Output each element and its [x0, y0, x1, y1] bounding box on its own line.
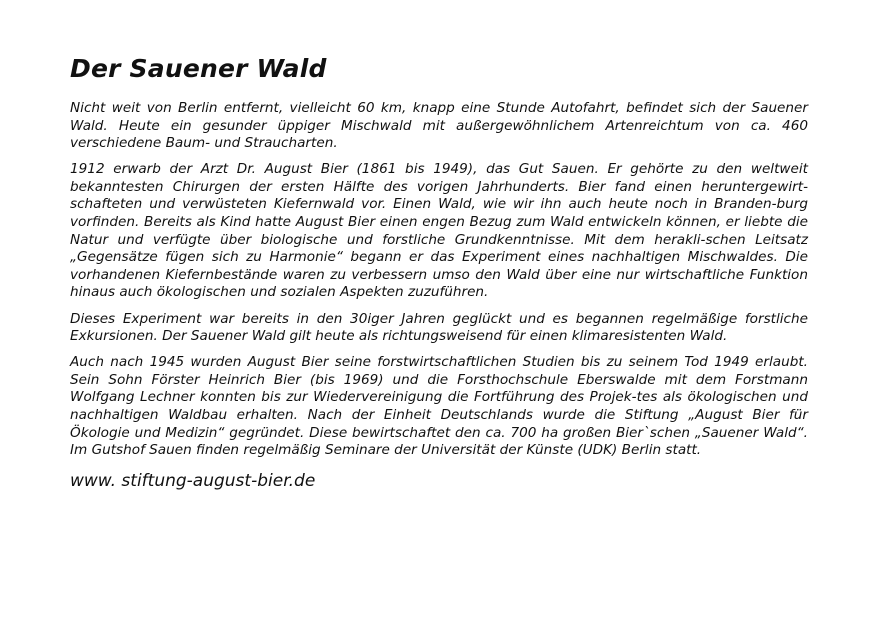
paragraph-experiment: Dieses Experiment war bereits in den 30iger Jahren geglückt und es begannen regelmäßige forstliche Exkursionen. Der Sauener Wald gilt heute als richtungsweisend für einen klimaresistenten Wald.	[70, 310, 808, 345]
document-page	[70, 52, 808, 492]
document-title: Der Sauener Wald	[70, 54, 327, 83]
website-link[interactable]: www. stiftung-august-bier.de	[70, 470, 316, 491]
paragraph-intro: Nicht weit von Berlin entfernt, vielleicht 60 km, knapp eine Stunde Autofahrt, befindet sich der Sauener Wald. Heute ein gesunder üppiger Mischwald mit außergewöhnlichem Artenreichtum von ca. 460 verschiedene Baum- und Straucharten.	[70, 100, 808, 152]
paragraph-history: 1912 erwarb der Arzt Dr. August Bier (1861 bis 1949), das Gut Sauen. Er gehörte zu den weltweit bekanntesten Chirurgen der ersten Hälfte des vorigen Jahrhunderts. Bier fand einen heruntergewirt-schafteten und verwüsteten Kiefernwald vor. Einen Wald, wie wir ihn auch heute noch in Branden-burg vorfinden. Bereits als Kind hatte August Bier einen engen Bezug zum Wald entwickeln können, er liebte die Natur und verfügte über biologische und forstliche Grundkenntnisse. Mit dem herakli-schen Leitsatz „Gegensätze fügen sich zu Harmonie“ begann er das Experiment eines nachhaltigen Mischwaldes. Die vorhandenen Kiefernbestände waren zu verbessern umso den Wald über eine nur wirtschaftliche Funktion hinaus auch ökologischen und sozialen Aspekten zuzuführen.	[70, 161, 808, 301]
paragraph-postwar: Auch nach 1945 wurden August Bier seine forstwirtschaftlichen Studien bis zu seinem Tod 1949 erlaubt. Sein Sohn Förster Heinrich Bier (bis 1969) und die Forsthochschule Eberswalde mit dem Forstmann Wolfgang Lechner konnten bis zur Wiedervereinigung die Fortführung des Projek-tes als ökologischen und nachhaltigen Waldbau erhalten. Nach der Einheit Deutschlands wurde die Stiftung „August Bier für Ökologie und Medizin“ gegründet. Diese bewirtschaftet den ca. 700 ha großen Bier`schen „Sauener Wald“. Im Gutshof Sauen finden regelmäßig Seminare der Universität der Künste (UDK) Berlin statt.	[70, 354, 808, 459]
